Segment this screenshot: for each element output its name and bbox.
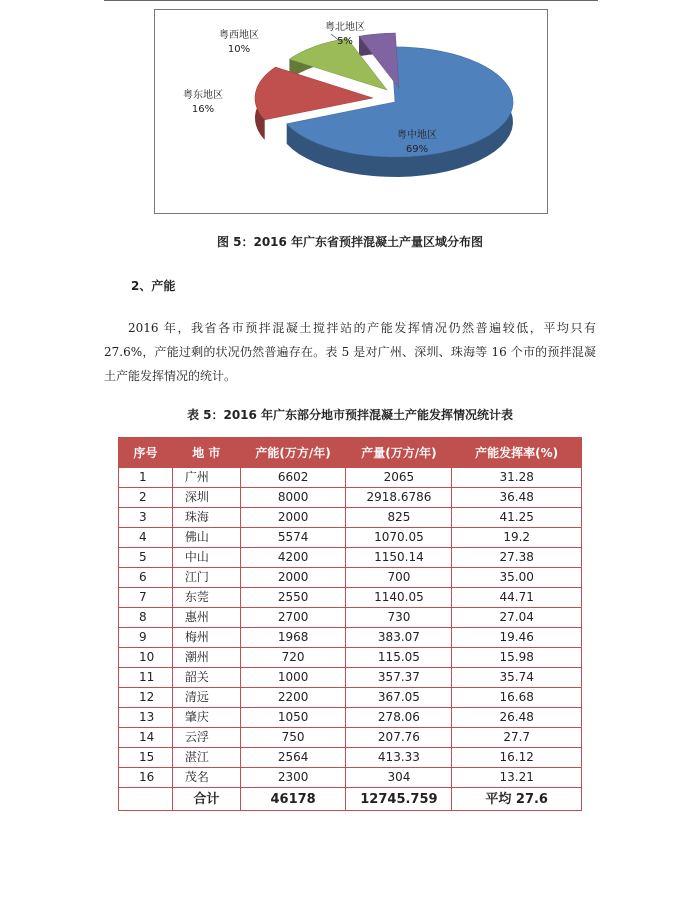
cell-index: 11: [119, 668, 173, 688]
cell-utilization: 31.28: [452, 468, 582, 488]
cell-output: 367.05: [346, 688, 452, 708]
cell-city: 清远: [172, 688, 240, 708]
cell-city: 惠州: [172, 608, 240, 628]
cell-capacity: 2200: [240, 688, 346, 708]
cell-index: 2: [119, 488, 173, 508]
cell-utilization: 26.48: [452, 708, 582, 728]
header-utilization: 产能发挥率(%): [452, 438, 582, 468]
cell-output: 357.37: [346, 668, 452, 688]
cell-capacity: 2550: [240, 588, 346, 608]
page-top-rule: [104, 0, 598, 1]
cell-index: 14: [119, 728, 173, 748]
cell-capacity: 750: [240, 728, 346, 748]
pie-label-category: 粤中地区: [397, 130, 437, 141]
table-row: [119, 628, 582, 648]
pie-label-category: 粤西地区: [219, 30, 259, 41]
table-row: [119, 668, 582, 688]
table-header-row: [119, 438, 582, 468]
pie-label-value: 16%: [191, 104, 215, 115]
table-row: [119, 588, 582, 608]
pie-label-value: 10%: [227, 44, 251, 55]
body-paragraph: 2016 年，我省各市预拌混凝土搅拌站的产能发挥情况仍然普遍较低，平均只有 27.6%，产能过剩的状况仍然普遍存在。表 5 是对广州、深圳、珠海等 16 个市的预拌混凝土产能发挥情况的统计。: [104, 321, 596, 383]
cell-city: 中山: [172, 548, 240, 568]
cell-index: 12: [119, 688, 173, 708]
pie-chart-svg: [155, 10, 547, 213]
table-row: [119, 488, 582, 508]
cell-index: 16: [119, 768, 173, 788]
cell-city: 茂名: [172, 768, 240, 788]
header-output: 产量(万方/年): [346, 438, 452, 468]
pie-label-category: 粤东地区: [183, 90, 223, 101]
cell-capacity: 1968: [240, 628, 346, 648]
cell-utilization: 35.74: [452, 668, 582, 688]
cell-index: 3: [119, 508, 173, 528]
cell-capacity: 1000: [240, 668, 346, 688]
pie-chart: [154, 9, 548, 214]
cell-capacity: 2000: [240, 508, 346, 528]
cell-output: 304: [346, 768, 452, 788]
cell-capacity: 2300: [240, 768, 346, 788]
cell-output: 278.06: [346, 708, 452, 728]
cell-capacity: 2000: [240, 568, 346, 588]
cell-output: 115.05: [346, 648, 452, 668]
cell-capacity: 5574: [240, 528, 346, 548]
cell-city: 江门: [172, 568, 240, 588]
cell-output: 207.76: [346, 728, 452, 748]
header-index: 序号: [119, 438, 173, 468]
cell-capacity: 6602: [240, 468, 346, 488]
cell-capacity: 8000: [240, 488, 346, 508]
cell-utilization: 19.46: [452, 628, 582, 648]
pie-label-category: 粤北地区: [325, 22, 365, 33]
cell-utilization: 13.21: [452, 768, 582, 788]
cell-output: 1070.05: [346, 528, 452, 548]
cell-city: 东莞: [172, 588, 240, 608]
cell-index: 1: [119, 468, 173, 488]
table-row: [119, 548, 582, 568]
cell-index: 6: [119, 568, 173, 588]
cell-index: 10: [119, 648, 173, 668]
table-row: [119, 508, 582, 528]
cell-city: 珠海: [172, 508, 240, 528]
cell-utilization: 27.04: [452, 608, 582, 628]
cell-capacity: 720: [240, 648, 346, 668]
table-row: [119, 748, 582, 768]
cell-capacity: 1050: [240, 708, 346, 728]
cell-utilization: 36.48: [452, 488, 582, 508]
header-city: 地 市: [172, 438, 240, 468]
total-cell-index: [119, 788, 173, 811]
cell-output: 2918.6786: [346, 488, 452, 508]
figure-caption: 图 5：2016 年广东省预拌混凝土产量区域分布图: [216, 235, 484, 249]
cell-utilization: 35.00: [452, 568, 582, 588]
pie-label-value: 69%: [405, 144, 429, 155]
cell-city: 广州: [172, 468, 240, 488]
cell-index: 15: [119, 748, 173, 768]
table-row: [119, 528, 582, 548]
cell-utilization: 41.25: [452, 508, 582, 528]
total-cell-capacity: 46178: [240, 788, 346, 811]
table-row: [119, 568, 582, 588]
cell-city: 云浮: [172, 728, 240, 748]
cell-city: 潮州: [172, 648, 240, 668]
section-title: 2、产能: [131, 279, 176, 293]
table-row: [119, 708, 582, 728]
cell-utilization: 27.38: [452, 548, 582, 568]
total-cell-utilization: 平均 27.6: [452, 788, 582, 811]
total-cell-city: 合计: [172, 788, 240, 811]
cell-utilization: 15.98: [452, 648, 582, 668]
table-caption: 表 5：2016 年广东部分地市预拌混凝土产能发挥情况统计表: [186, 408, 514, 422]
cell-utilization: 27.7: [452, 728, 582, 748]
cell-capacity: 4200: [240, 548, 346, 568]
table-row: [119, 608, 582, 628]
cell-index: 5: [119, 548, 173, 568]
table-row: [119, 468, 582, 488]
table-total-row: [119, 788, 582, 811]
table-row: [119, 648, 582, 668]
pie-label-value: 5%: [337, 36, 353, 47]
cell-index: 7: [119, 588, 173, 608]
cell-city: 深圳: [172, 488, 240, 508]
cell-output: 413.33: [346, 748, 452, 768]
cell-city: 肇庆: [172, 708, 240, 728]
cell-capacity: 2700: [240, 608, 346, 628]
cell-city: 韶关: [172, 668, 240, 688]
cell-output: 700: [346, 568, 452, 588]
cell-utilization: 19.2: [452, 528, 582, 548]
capacity-table: [118, 437, 582, 811]
cell-index: 8: [119, 608, 173, 628]
cell-city: 梅州: [172, 628, 240, 648]
cell-utilization: 44.71: [452, 588, 582, 608]
cell-output: 1150.14: [346, 548, 452, 568]
total-cell-output: 12745.759: [346, 788, 452, 811]
cell-capacity: 2564: [240, 748, 346, 768]
cell-utilization: 16.68: [452, 688, 582, 708]
cell-output: 1140.05: [346, 588, 452, 608]
cell-index: 13: [119, 708, 173, 728]
table-row: [119, 728, 582, 748]
header-capacity: 产能(万方/年): [240, 438, 346, 468]
cell-city: 湛江: [172, 748, 240, 768]
cell-utilization: 16.12: [452, 748, 582, 768]
cell-index: 9: [119, 628, 173, 648]
cell-output: 730: [346, 608, 452, 628]
cell-city: 佛山: [172, 528, 240, 548]
cell-output: 2065: [346, 468, 452, 488]
table-row: [119, 768, 582, 788]
cell-index: 4: [119, 528, 173, 548]
cell-output: 825: [346, 508, 452, 528]
cell-output: 383.07: [346, 628, 452, 648]
table-row: [119, 688, 582, 708]
